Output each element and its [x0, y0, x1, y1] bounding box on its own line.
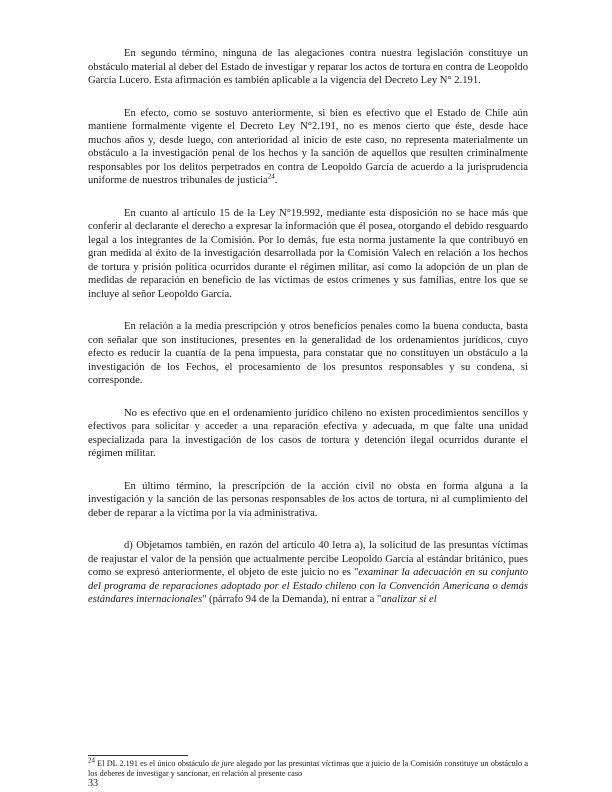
- footnote-number: 24: [88, 756, 95, 765]
- footnote-text-1: El DL 2.191 es el único obstáculo: [97, 759, 212, 768]
- paragraph-5-text: No es efectivo que en el ordenamiento jurídico chileno no existen procedimientos sencillos y efectivos para solicitar y acceder a una reparación efectiva y adecuada, m que falte una unidad especializada para la investigación de los casos de tortura y detención ilegal ocurridos durante el régimen militar.: [88, 407, 528, 459]
- paragraph-4-text: En relación a la media prescripción y otros beneficios penales como la buena conducta, basta con señalar que son instituciones, presentes en la generalidad de los ordenamientos jurídicos, cuyo efecto es reducir la cuantía de la pena impuesta, para constatar que no constituyen un obstáculo a la investigación de los Fechos, el procesamiento de los presuntos responsables y su condena, si corresponde.: [88, 321, 528, 386]
- footnote: [88, 756, 528, 779]
- paragraph-2-end: .: [274, 175, 278, 186]
- paragraph-7-part1: d) Objetamos también, en razón del artículo 40 letra a), la solicitud de las presuntas víctimas de reajustar el valor de la pensión que actualmente percibe Leopoldo García al estándar británico, pues como se expresó anteriormente, el objeto de este juicio no es ": [88, 540, 528, 578]
- paragraph-7-quote-1: examinar la adecuación en su conjunto del programa de reparaciones adoptado por el Estado chileno con la Convención Americana o demás estándares internacionales: [88, 567, 528, 605]
- footnote-text-2: alegado por las presuntas víctimas que a juicio de la Comisión constituye un obstáculo a los deberes de investigar y sancionar, en relación al presente caso: [88, 759, 528, 778]
- footnote-divider: [88, 755, 188, 756]
- page-number: 33: [88, 778, 98, 789]
- body-text: [88, 47, 528, 626]
- paragraph-6: [88, 480, 528, 521]
- paragraph-7-part2: " (párrafo 94 de la Demanda), ni entrar a ": [202, 594, 382, 605]
- paragraph-5: [88, 407, 528, 461]
- paragraph-1: [88, 47, 528, 88]
- paragraph-2: [88, 107, 528, 188]
- paragraph-3: [88, 207, 528, 302]
- paragraph-7-quote-2: analizar si el: [381, 594, 437, 605]
- paragraph-2-text: En efecto, como se sostuvo anteriormente, si bien es efectivo que el Estado de Chile aún mantiene formalmente vigente el Decreto Ley N°2.191, no es menos cierto que éste, desde hace muchos años y, desde luego, con anterioridad al inicio de este caso, no representa materialmente un obstáculo a la investigación penal de los hechos y la sanción de aquellos que resulten criminalmente responsables por los delitos perpetrados en contra de Leopoldo García de acuerdo a la jurisprudencia uniforme de nuestros tribunales de justicia: [88, 107, 528, 186]
- paragraph-6-text: En último término, la prescripción de la acción civil no obsta en forma alguna a la investigación y la sanción de las personas responsables de los actos de tortura, ni al cumplimiento del deber de reparar a la víctima por la vía administrativa.: [88, 480, 528, 519]
- paragraph-1-text: En segundo término, ninguna de las alegaciones contra nuestra legislación constituye un obstáculo material al deber del Estado de investigar y reparar los actos de tortura en contra de Leopoldo García Lucero. Esta afirmación es también aplicable a la vigencia del Decreto Ley N° 2.191.: [88, 48, 528, 86]
- footnote-italic: de jure: [211, 759, 235, 768]
- footnote-reference: 24: [267, 172, 275, 181]
- paragraph-4: [88, 320, 528, 388]
- paragraph-3-text: En cuanto al artículo 15 de la Ley N°19.992, mediante esta disposición no se hace más que conferir al declarante el derecho a expresar la información que él posea, otorgando el debido resguardo legal a los integrantes de la Comisión. Por lo demás, fue esta norma justamente la que contribuyó en gran medida al éxito de la investigación desarrollada por la Comisión Valech en relación a los hechos de tortura y prisión política ocurridos durante el régimen militar, así como la adopción de un plan de medidas de reparación en beneficio de las víctimas de estos crímenes y sus familias, entre los que se incluye al señor Leopoldo García.: [88, 207, 528, 300]
- paragraph-7: [88, 539, 528, 607]
